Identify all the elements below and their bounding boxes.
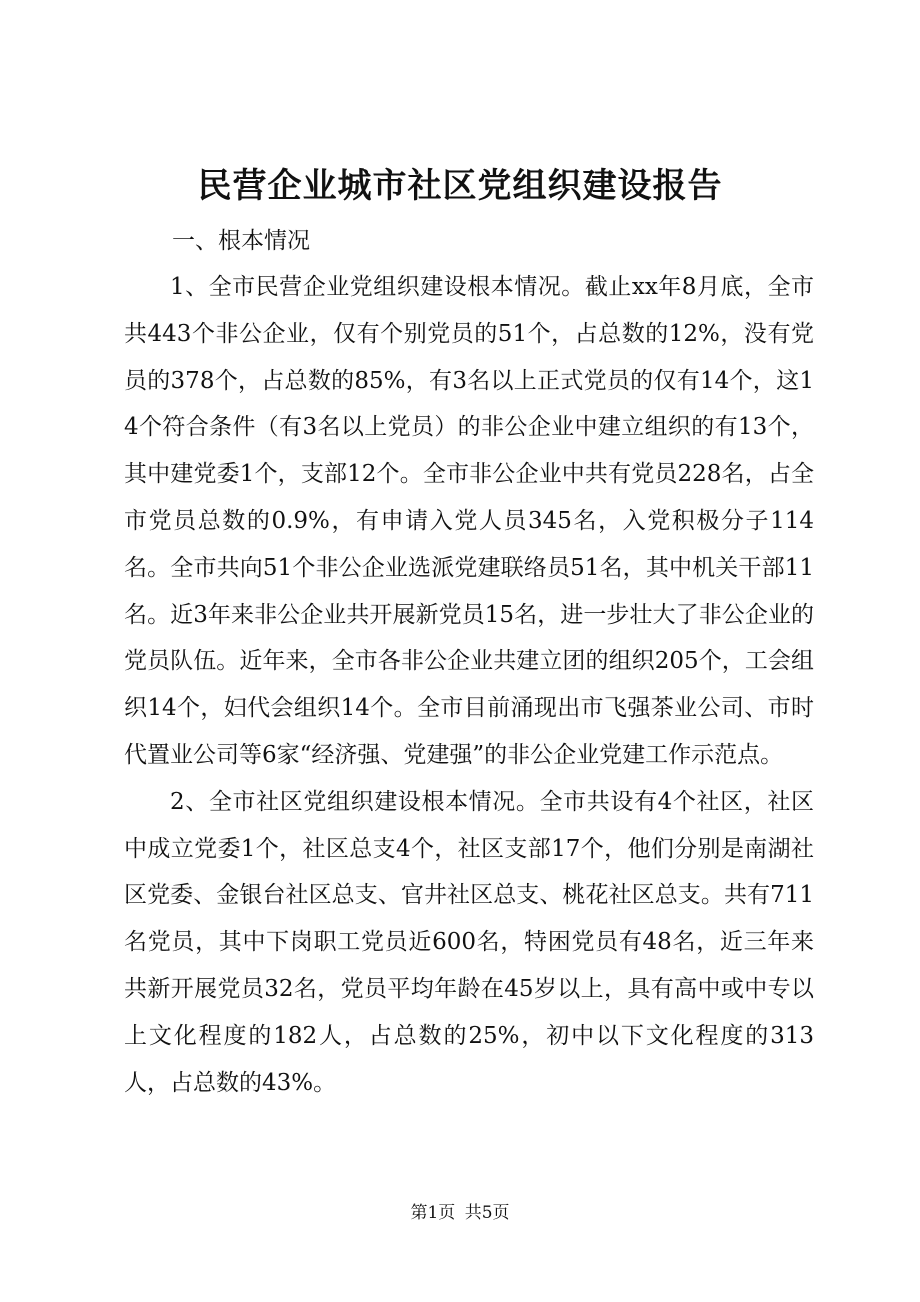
document-title: 民营企业城市社区党组织建设报告 [197,166,723,206]
page-number: 第1页 [410,1203,456,1223]
paragraph-enterprise: 1、全市民营企业党组织建设根本情况。截止xx年8月底，全市共443个非公企业，仅有个别党员的51个，占总数的12%，没有党员的378个，占总数的85%，有3名以上正式党员的仅有14个，这14个符合条件（有3名以上党员）的非公企业中建立组织的有13个，其中建党委1个，支部12个。全市非公企业中共有党员228名，占全市党员总数的0.9%，有申请入党人员345名，入党积极分子114名。全市共向51个非公企业选派党建联络员51名，其中机关干部11名。近3年来非公企业共开展新党员15名，进一步壮大了非公企业的党员队伍。近年来，全市各非公企业共建立团的组织205个，工会组织14个，妇代会组织14个。全市目前涌现出市飞强茶业公司、市时代置业公司等6家“经济强、党建强”的非公企业党建工作示范点。 [124,274,814,768]
section-heading: 一、根本情况 [172,228,310,254]
document-body [124,218,814,1106]
page-footer [0,1199,920,1227]
paragraph-community: 2、全市社区党组织建设根本情况。全市共设有4个社区，社区中成立党委1个，社区总支4个，社区支部17个，他们分别是南湖社区党委、金银台社区总支、官井社区总支、桃花社区总支。共有711名党员，其中下岗职工党员近600名，特困党员有48名，近三年来共新开展党员32名，党员平均年龄在45岁以上，具有高中或中专以上文化程度的182人，占总数的25%，初中以下文化程度的313人，占总数的43%。 [124,788,814,1096]
page-total: 共5页 [464,1203,510,1223]
